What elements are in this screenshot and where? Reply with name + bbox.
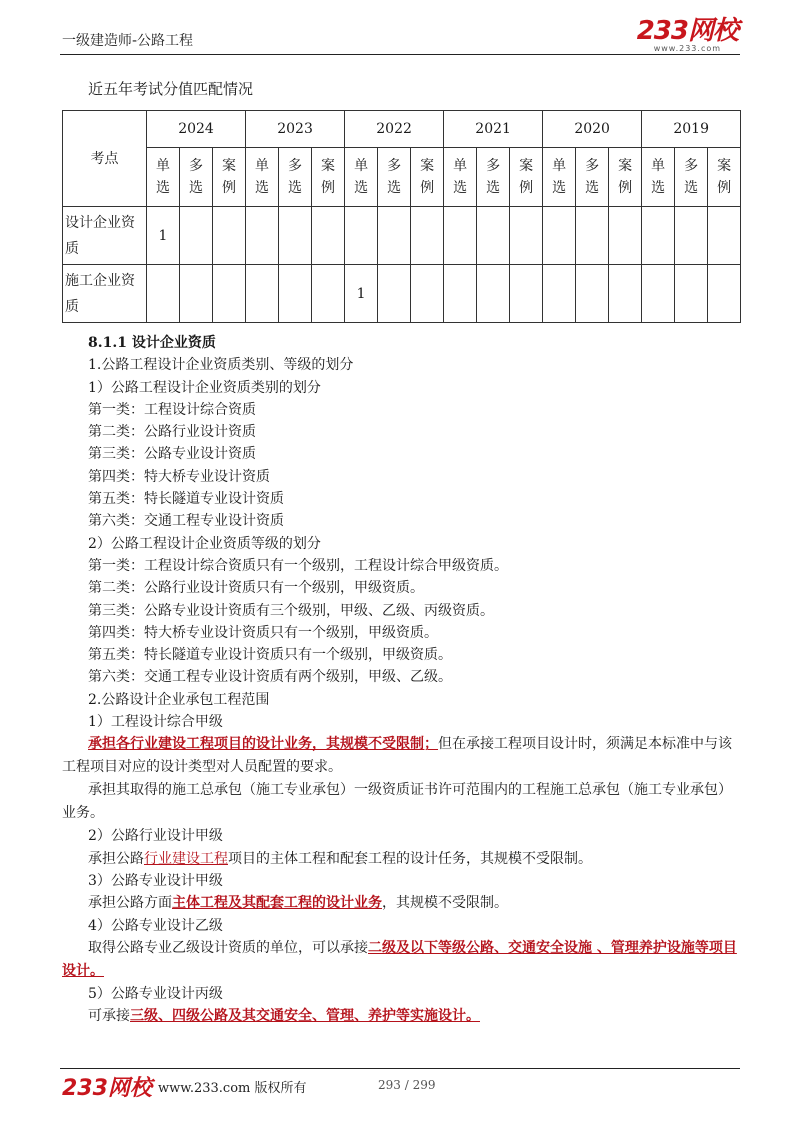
score-cell [345, 207, 378, 265]
list-item: 第五类：特长隧道专业设计资质 [88, 491, 284, 508]
scope-4-pre: 取得公路专业乙级设计资质的单位，可以承接 [88, 939, 368, 956]
question-type-label: 多选 [189, 158, 203, 196]
row-label: 设计企业资质 [63, 207, 147, 265]
scope-4-paragraph [62, 937, 740, 983]
list-item: 第六类：交通工程专业设计资质 [88, 513, 284, 530]
score-cell [510, 207, 543, 265]
document-body [62, 332, 740, 1027]
heading-1-1: 1）公路工程设计企业资质类别的划分 [88, 379, 321, 396]
scope-2-pre: 承担公路 [88, 850, 144, 867]
year-header: 2023 [246, 111, 345, 148]
score-cell [675, 207, 708, 265]
question-type-header [609, 148, 642, 207]
question-type-label: 案例 [420, 158, 435, 196]
score-cell [510, 265, 543, 323]
scope-1-paragraph-2 [62, 779, 740, 825]
question-type-label: 案例 [222, 158, 237, 196]
score-cell: 1 [147, 207, 180, 265]
table-caption: 近五年考试分值匹配情况 [88, 80, 254, 98]
score-cell [609, 207, 642, 265]
score-cell [312, 265, 345, 323]
question-type-header [510, 148, 543, 207]
question-type-label: 单选 [651, 158, 666, 196]
score-cell [246, 207, 279, 265]
scope-1-text: 但在承接工程项目设计时，须满足本标准中与该工程项目对应的设计类型对人员配置的要求。 [62, 736, 732, 776]
question-type-label: 单选 [552, 158, 567, 196]
logo-text: 233网校 [636, 16, 738, 46]
question-type-label: 案例 [321, 158, 336, 196]
question-type-header [675, 148, 708, 207]
scope-1-text-2: 承担其取得的施工总承包（施工专业承包）一级资质证书许可范围内的工程施工总承包（施工专业承包）业务。 [62, 782, 732, 822]
score-cell [378, 207, 411, 265]
question-type-label: 多选 [684, 158, 699, 196]
score-cell [543, 207, 576, 265]
scope-3-highlight: 主体工程及其配套工程的设计业务 [172, 895, 382, 912]
row-label: 施工企业资质 [63, 265, 147, 323]
score-cell [642, 265, 675, 323]
list-item: 第六类：交通工程专业设计资质有两个级别，甲级、乙级。 [88, 669, 452, 686]
question-type-header [312, 148, 345, 207]
question-type-label: 案例 [519, 158, 534, 196]
question-type-header [576, 148, 609, 207]
list-item: 第一类：工程设计综合资质 [88, 401, 256, 418]
footer-divider [60, 1068, 740, 1069]
list-item: 第四类：特大桥专业设计资质 [88, 468, 270, 485]
score-cell [444, 207, 477, 265]
list-item: 第二类：公路行业设计资质只有一个级别，甲级资质。 [88, 580, 424, 597]
score-cell [246, 265, 279, 323]
list-item: 第四类：特大桥专业设计资质只有一个级别，甲级资质。 [88, 624, 438, 641]
question-type-header [180, 148, 213, 207]
header-kaodian: 考点 [63, 111, 147, 207]
heading-1-2: 2）公路工程设计企业资质等级的划分 [88, 535, 321, 552]
question-type-header [543, 148, 576, 207]
score-cell [279, 207, 312, 265]
score-cell [279, 265, 312, 323]
scope-3-post: ，其规模不受限制。 [382, 895, 508, 912]
year-header: 2022 [345, 111, 444, 148]
score-cell [444, 265, 477, 323]
question-type-header [411, 148, 444, 207]
score-cell [312, 207, 345, 265]
question-type-header [642, 148, 675, 207]
question-type-header [246, 148, 279, 207]
score-cell [477, 207, 510, 265]
exam-score-table [62, 110, 741, 323]
score-cell [147, 265, 180, 323]
footer-copyright: www.233.com 版权所有 [158, 1081, 307, 1096]
question-type-header [444, 148, 477, 207]
scope-4-title: 4）公路专业设计乙级 [88, 917, 223, 934]
score-cell [180, 207, 213, 265]
question-type-label: 单选 [453, 158, 468, 196]
scope-3-paragraph [62, 892, 740, 914]
score-cell [477, 265, 510, 323]
scope-5-highlight: 三级、四级公路及其交通安全、管理、养护等实施设计。 [130, 1008, 480, 1025]
score-cell [675, 265, 708, 323]
year-header: 2019 [642, 111, 741, 148]
score-cell [576, 207, 609, 265]
score-cell [609, 265, 642, 323]
question-type-header [708, 148, 741, 207]
list-item: 第二类：公路行业设计资质 [88, 424, 256, 441]
year-header: 2024 [147, 111, 246, 148]
question-type-header [147, 148, 180, 207]
question-type-label: 单选 [255, 158, 270, 196]
scope-1-paragraph-1 [62, 733, 740, 779]
scope-1-title: 1）工程设计综合甲级 [88, 714, 223, 731]
list-item: 第三类：公路专业设计资质 [88, 446, 256, 463]
scope-3-pre: 承担公路方面 [88, 895, 172, 912]
question-type-header [213, 148, 246, 207]
score-cell [708, 207, 741, 265]
table-row [63, 265, 741, 323]
scope-5-title: 5）公路专业设计丙级 [88, 985, 223, 1002]
heading-2: 2.公路设计企业承包工程范围 [88, 691, 270, 708]
list-item: 第五类：特长隧道专业设计资质只有一个级别，甲级资质。 [88, 647, 452, 664]
header-divider [60, 54, 740, 55]
scope-2-paragraph [62, 848, 740, 870]
table-row [63, 207, 741, 265]
score-cell [180, 265, 213, 323]
score-cell [543, 265, 576, 323]
score-cell [411, 265, 444, 323]
scope-5-paragraph [62, 1005, 740, 1027]
question-type-header [345, 148, 378, 207]
scope-1-highlight: 承担各行业建设工程项目的设计业务，其规模不受限制； [88, 736, 438, 753]
question-type-label: 多选 [486, 158, 501, 196]
score-cell [576, 265, 609, 323]
question-type-header [378, 148, 411, 207]
heading-1: 1.公路工程设计企业资质类别、等级的划分 [88, 357, 354, 374]
scope-3-title: 3）公路专业设计甲级 [88, 872, 223, 889]
question-type-header [279, 148, 312, 207]
list-item: 第一类：工程设计综合资质只有一个级别，工程设计综合甲级资质。 [88, 557, 508, 574]
question-type-label: 案例 [717, 158, 732, 196]
question-type-label: 多选 [585, 158, 600, 196]
score-cell [411, 207, 444, 265]
question-type-label: 多选 [288, 158, 303, 196]
score-cell [642, 207, 675, 265]
section-heading: 8.1.1 设计企业资质 [88, 335, 216, 351]
scope-2-title: 2）公路行业设计甲级 [88, 828, 223, 845]
score-cell [378, 265, 411, 323]
year-header: 2020 [543, 111, 642, 148]
list-item: 第三类：公路专业设计资质有三个级别，甲级、乙级、丙级资质。 [88, 602, 494, 619]
score-cell: 1 [345, 265, 378, 323]
level-list [62, 555, 740, 689]
logo-url: www.233.com [653, 44, 722, 53]
year-header: 2021 [444, 111, 543, 148]
scope-2-post: 项目的主体工程和配套工程的设计任务，其规模不受限制。 [228, 850, 592, 867]
score-cell [213, 265, 246, 323]
score-cell [213, 207, 246, 265]
footer-logo: 233网校 [62, 1076, 152, 1101]
running-header-title: 一级建造师-公路工程 [62, 33, 194, 49]
question-type-label: 案例 [618, 158, 633, 196]
score-cell [708, 265, 741, 323]
scope-4-highlight: 二级及以下等级公路、交通安全设施 、管理养护设施等项目设计。 [62, 939, 737, 979]
page-number: 293 / 299 [378, 1078, 436, 1092]
question-type-label: 单选 [156, 158, 170, 196]
question-type-header [477, 148, 510, 207]
brand-logo [637, 18, 738, 54]
question-type-label: 多选 [387, 158, 402, 196]
scope-2-highlight: 行业建设工程 [144, 850, 228, 867]
scope-5-pre: 可承接 [88, 1008, 130, 1025]
class-list [62, 399, 740, 533]
question-type-label: 单选 [354, 158, 369, 196]
